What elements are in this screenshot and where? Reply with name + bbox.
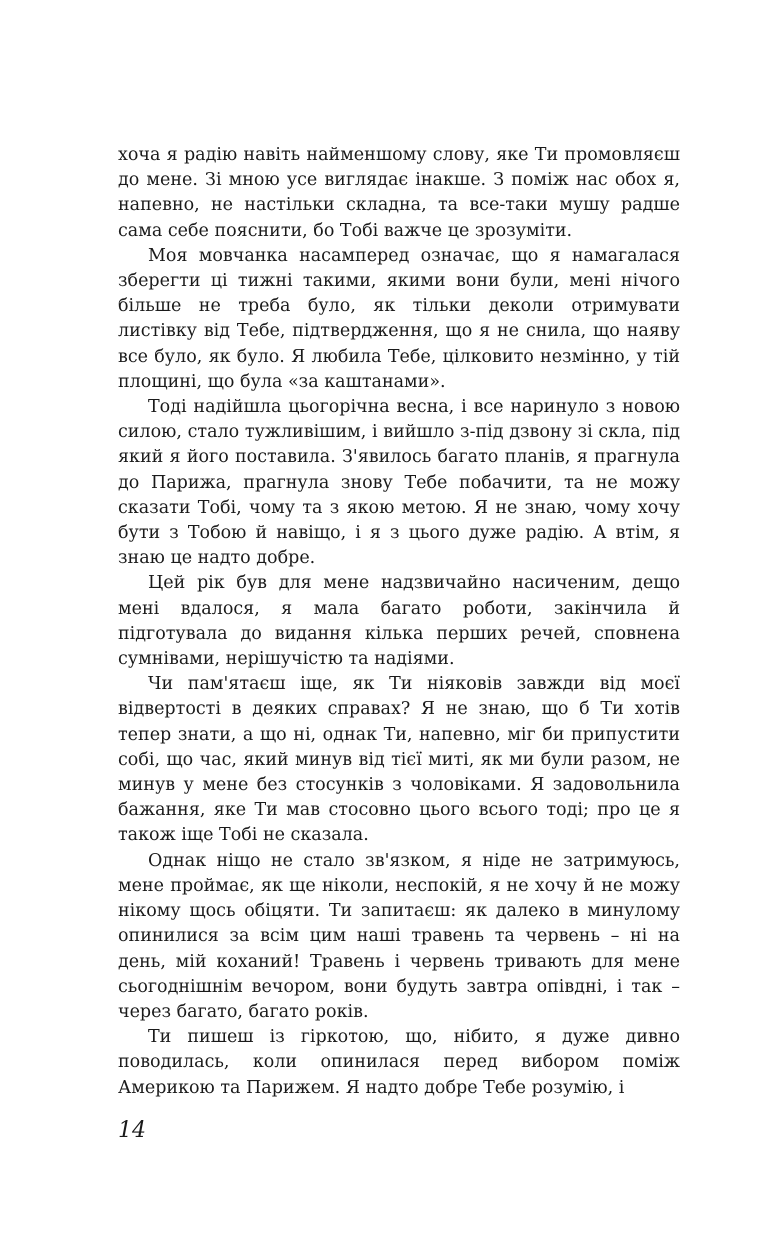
page-number: 14 [118,1118,146,1143]
paragraph-5: Чи пам'ятаєш іще, як Ти ніяковів завжди від моєї відвертості в деяких справах? Я не знаю, що б Ти хотів тепер знати, а що ні, однак Ти, напевно, міг би припустити собі, що час, який минув від тієї миті, як ми були разом, не минув у мене без стосунків з чоловіками. Я задовольнила бажання, яке Ти мав стосовно цього всього тоді; про це я також іще Тобі не сказала. [118,674,680,846]
paragraph-2: Моя мовчанка насамперед означає, що я намагалася зберегти ці тижні такими, якими вони були, мені нічого більше не треба було, як тільки деколи отримувати листівку від Тебе, підтвердження, що я не снила, що наяву все було, як було. Я любила Тебе, цілковито незмінно, у тій площині, що була «за каштанами». [118,245,680,392]
paragraph-4: Цей рік був для мене надзвичайно насиченим, дещо мені вдалося, я мала багато роботи, закінчила й підготувала до видання кілька перших речей, сповнена сумнівами, нерішучістю та надіями. [118,573,680,670]
paragraph-1: хоча я радію навіть найменшому слову, яке Ти промовляєш до мене. Зі мною усе виглядає інакше. З поміж нас обох я, напевно, не настільки складна, та все-таки мушу радше сама себе пояснити, бо Тобі важче це зрозуміти. [118,145,680,241]
paragraph-3: Тоді надійшла цьогорічна весна, і все наринуло з новою силою, стало тужливішим, і вийшло з-під дзвону зі скла, під який я його поставила. З'явилось багато планів, я прагнула до Парижа, прагнула знову Тебе побачити, та не можу сказати Тобі, чому та з якою метою. Я не знаю, чому хочу бути з Тобою й навіщо, і я з цього дуже радію. А втім, я знаю це надто добре. [118,397,680,569]
body-text [118,143,680,1101]
paragraph-6: Однак ніщо не стало зв'язком, я ніде не затримуюсь, мене проймає, як ще ніколи, неспокій, я не хочу й не можу нікому щось обіцяти. Ти запитаєш: як далеко в минулому опинилися за всім цим наші травень та червень – ні на день, мій коханий! Травень і червень тривають для мене сьогоднішнім вечором, вони будуть завтра опівдні, і так – через багато, багато років. [118,850,680,1022]
paragraph-7: Ти пишеш із гіркотою, що, нібито, я дуже дивно поводилась, коли опинилася перед вибором поміж Америкою та Парижем. Я надто добре Тебе розумію, і [118,1027,680,1098]
